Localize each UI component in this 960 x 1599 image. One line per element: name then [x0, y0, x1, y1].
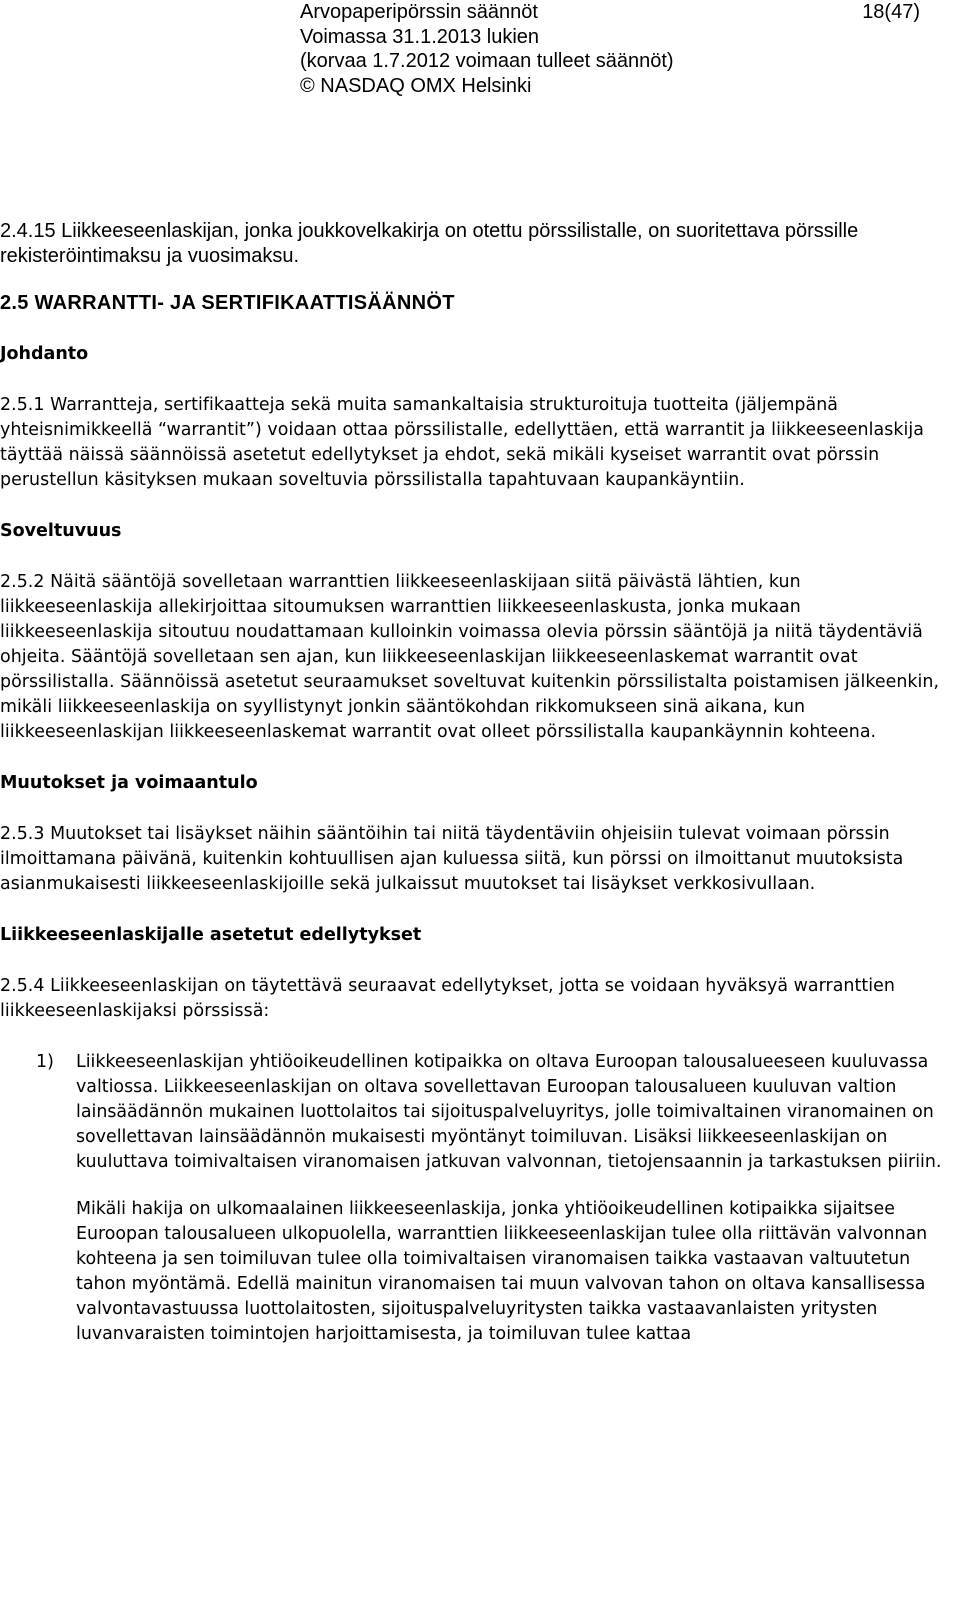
copyright-notice: © NASDAQ OMX Helsinki	[300, 74, 532, 97]
heading-soveltuvuus: Soveltuvuus	[0, 521, 122, 541]
page-number: 18(47)	[862, 1, 920, 23]
list-item-subparagraph: Mikäli hakija on ulkomaalainen liikkeeseenlaskija, jonka yhtiöoikeudellinen kotipaikka sijaitsee Euroopan talousalueen ulkopuolella, warranttien liikkeeseenlaskijan tulee olla riittävän valvonnan kohteena ja sen toimiluvan tulee olla toimivaltaisen viranomaisen taikka vastaavan valtuutetun tahon myöntämä. Edellä mainitun viranomaisen tai muun valvovan tahon on oltava kansallisessa valvontavastuussa luottolaitosten, sijoituspalveluyritysten taikka vastaavanlaisten yritysten luvanvaraisten toimintojen harjoittamisesta, ja toimiluvan tulee kattaa	[76, 1199, 928, 1344]
document-body	[0, 219, 950, 1347]
page-header	[300, 0, 920, 98]
paragraph-2-4-15: 2.4.15 Liikkeeseenlaskijan, jonka joukkovelkakirja on otettu pörssilistalle, on suoritettava pörssille rekisteröintimaksu ja vuosimaksu.	[0, 220, 859, 267]
paragraph-2-5-3: 2.5.3 Muutokset tai lisäykset näihin sääntöihin tai niitä täydentäviin ohjeisiin tulevat voimaan pörssin ilmoittamana päivänä, kuitenkin kohtuullisen ajan kuluessa siitä, kun pörssi on ilmoittanut muutoksista asianmukaisesti liikkeeseenlaskijoille sekä julkaissut muutokset tai lisäykset verkkosivullaan.	[0, 824, 904, 894]
list-item-number: 1)	[36, 1052, 54, 1072]
list-item-text: Liikkeeseenlaskijan yhtiöoikeudellinen kotipaikka on oltava Euroopan talousalueeseen kuuluvassa valtiossa. Liikkeeseenlaskijan on oltava sovellettavan Euroopan talousalueen kuuluvan valtion lainsäädännön mukainen luottolaitos tai sijoituspalveluyritys, jolle toimivaltainen viranomainen on sovellettavan lainsäädännön mukaisesti myöntänyt toimiluvan. Lisäksi liikkeeseenlaskijan on kuuluttava toimivaltaisen viranomaisen jatkuvan valvonnan, tietojensaannin ja tarkastuksen piiriin.	[76, 1052, 942, 1172]
header-top-row	[300, 0, 920, 25]
document-title: Arvopaperipörssin säännöt	[300, 1, 538, 23]
heading-muutokset: Muutokset ja voimaantulo	[0, 773, 258, 793]
paragraph-2-5-1: 2.5.1 Warrantteja, sertifikaatteja sekä muita samankaltaisia strukturoituja tuotteita (jäljempänä yhteisnimikkeellä “warrantit”) voidaan ottaa pörssilistalle, edellyttäen, että warrantit ja liikkeeseenlaskija täyttää näissä säännöissä asetetut edellytykset ja ehdot, sekä mikäli kyseiset warrantit ovat pörssin perustellun käsityksen mukaan soveltuvia pörssilistalla tapahtuvaan kaupankäyntiin.	[0, 395, 924, 490]
paragraph-2-5-2: 2.5.2 Näitä sääntöjä sovelletaan warranttien liikkeeseenlaskijaan siitä päivästä lähtien, kun liikkeeseenlaskija allekirjoittaa sitoumuksen warranttien liikkeeseenlaskusta, jonka mukaan liikkeeseenlaskija sitoutuu noudattamaan kulloinkin voimassa olevia pörssin sääntöjä ja niitä täydentäviä ohjeita. Sääntöjä sovelletaan sen ajan, kun liikkeeseenlaskijan liikkeeseenlaskemat warrantit ovat pörssilistalla. Säännöissä asetetut seuraamukset soveltuvat kuitenkin pörssilistalta poistamisen jälkeenkin, mikäli liikkeeseenlaskija on syyllistynyt jonkin sääntökohdan rikkomukseen sinä aikana, kun liikkeeseenlaskijan liikkeeseenlaskemat warrantit ovat olleet pörssilistalla kaupankäynnin kohteena.	[0, 572, 940, 742]
heading-edellytykset: Liikkeeseenlaskijalle asetetut edellytykset	[0, 925, 422, 945]
replaces-note: (korvaa 1.7.2012 voimaan tulleet säännöt)	[300, 50, 674, 72]
requirements-list	[0, 1050, 950, 1175]
section-title: 2.5 WARRANTTI- JA SERTIFIKAATTISÄÄNNÖT	[0, 292, 455, 314]
list-item	[0, 1050, 950, 1175]
paragraph-2-5-4: 2.5.4 Liikkeeseenlaskijan on täytettävä seuraavat edellytykset, jotta se voidaan hyväksyä warranttien liikkeeseenlaskijaksi pörssissä:	[0, 976, 895, 1021]
heading-johdanto: Johdanto	[0, 344, 89, 364]
valid-from: Voimassa 31.1.2013 lukien	[300, 25, 540, 48]
